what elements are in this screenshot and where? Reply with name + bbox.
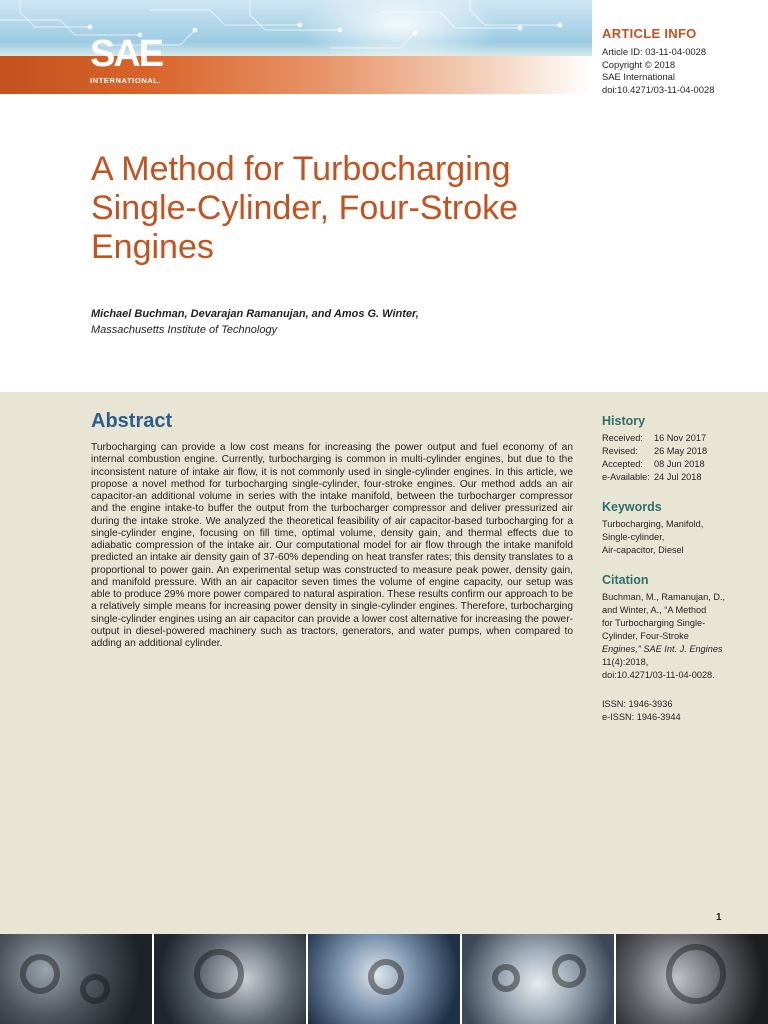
affiliation: Massachusetts Institute of Technology [91, 324, 278, 336]
page-number: 1 [716, 912, 722, 923]
citation-heading: Citation [602, 573, 649, 587]
e-issn: e-ISSN: 1946-3944 [602, 712, 681, 722]
publisher: SAE International [602, 71, 675, 83]
citation-line: doi:10.4271/03-11-04-0028. [602, 670, 715, 680]
sae-logo [90, 34, 180, 90]
paper-title [91, 150, 611, 267]
title-line: A Method for Turbocharging [91, 150, 511, 188]
doi: doi:10.4271/03-11-04-0028 [602, 83, 715, 95]
citation-line: Buchman, M., Ramanujan, D., [602, 592, 726, 602]
history-label: Accepted: [602, 459, 643, 469]
logo-mark: SAE [90, 33, 163, 75]
header-banner [0, 0, 592, 94]
history-label: Revised: [602, 446, 638, 456]
banner-stripe [0, 56, 592, 94]
history-value: 16 Nov 2017 [654, 433, 707, 443]
issn: ISSN: 1946-3936 [602, 699, 673, 709]
citation-line: 11(4):2018, [602, 657, 649, 667]
history-value: 24 Jul 2018 [654, 472, 702, 482]
engine-photo [616, 934, 768, 1024]
history-heading: History [602, 414, 646, 428]
engine-photo [0, 934, 152, 1024]
history-value: 08 Jun 2018 [654, 459, 705, 469]
title-line: Single-Cylinder, Four-Stroke [91, 189, 519, 227]
copyright: Copyright © 2018 [602, 58, 676, 70]
engine-photo [462, 934, 614, 1024]
logo-subtext: INTERNATIONAL. [90, 76, 162, 85]
abstract-text: Turbocharging can provide a low cost means for increasing the power output and fuel economy of an internal combustion engine. Currently, turbocharging is common in multi-cylinder engines, but due to the inconsistent nature of intake air flow, it is not commonly used in single-cylinder engines. In this article, we propose a novel method for turbocharging single-cylinder, four-stroke engines. Our method adds an air capacitor-an additional volume in series with the intake manifold, between the turbocharger compressor and the engine intake-to buffer the output from the turbocharger compressor and deliver pressurized air during the intake stroke. We analyzed the theoretical feasibility of air capacitor-based turbocharging for a single-cylinder engine, focusing on fill time, optimal volume, density gain, and thermal effects due to adiabatic compression of the intake air. Our computational model for air flow through the intake manifold predicted an intake air density gain of 37-60% depending on heat transfer rates; this density translates to a proportional to power gain. An experimental setup was constructed to measure peak power, density gain, and manifold pressure. With an air capacitor seven times the volume of engine capacity, our setup was able to produce 29% more power compared to natural aspiration. These results confirm our approach to be a relatively simple means for increasing power density in single-cylinder engines. Therefore, turbocharging single-cylinder engines using an air capacitor can provide a lower cost alternative for increasing the power-output in diesel-powered machinery such as tractors, generators, and water pumps, when compared to adding an additional cylinder. [91, 442, 573, 649]
citation-line: Engines,” SAE Int. J. Engines [602, 644, 723, 654]
engine-photo [308, 934, 460, 1024]
keywords-section [602, 500, 762, 557]
history-row [602, 445, 762, 458]
history-label: e-Available: [602, 472, 650, 482]
authors: Michael Buchman, Devarajan Ramanujan, and Amos G. Winter, [91, 308, 419, 320]
engine-photo-strip [0, 934, 768, 1024]
abstract-heading: Abstract [91, 410, 173, 432]
keywords-line: Air-capacitor, Diesel [602, 545, 684, 555]
keywords-line: Single-cylinder, [602, 532, 665, 542]
history-label: Received: [602, 433, 643, 443]
citation-line: Cylinder, Four-Stroke [602, 631, 689, 641]
engine-photo [154, 934, 306, 1024]
history-row [602, 471, 762, 484]
citation-line: for Turbocharging Single- [602, 618, 706, 628]
article-info-heading: ARTICLE INFO [602, 26, 697, 41]
keywords-line: Turbocharging, Manifold, [602, 519, 704, 529]
citation-section [602, 573, 762, 682]
history-section [602, 414, 762, 484]
article-id: Article ID: 03-11-04-0028 [602, 46, 707, 57]
history-row [602, 432, 762, 445]
keywords-heading: Keywords [602, 500, 662, 514]
issn-section [602, 698, 762, 724]
citation-line: and Winter, A., “A Method [602, 605, 707, 615]
history-value: 26 May 2018 [654, 446, 708, 456]
article-info [602, 26, 762, 96]
title-line: Engines [91, 228, 214, 266]
history-row [602, 458, 762, 471]
